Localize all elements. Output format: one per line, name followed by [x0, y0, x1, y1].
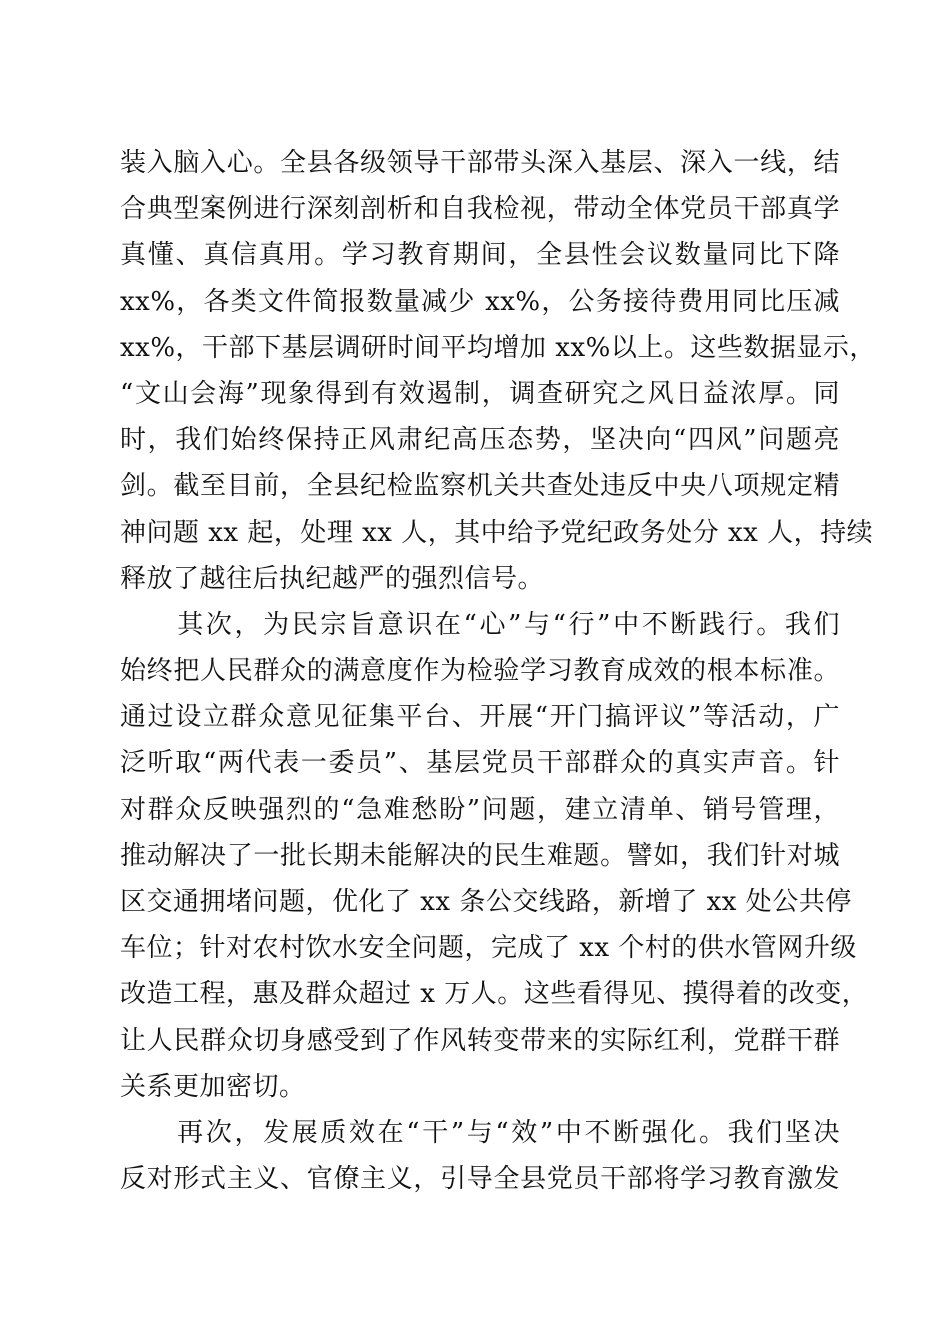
- text-line: 对群众反映强烈的“急难愁盼”问题，建立清单、销号管理，: [120, 794, 840, 825]
- text-line: 区交通拥堵问题，优化了 xx 条公交线路，新增了 xx 处公共停: [120, 887, 852, 917]
- text-line: 其次，为民宗旨意识在“心”与“行”中不断践行。我们: [120, 609, 840, 640]
- text-line: xx%，干部下基层调研时间平均增加 xx%以上。这些数据显示，: [120, 332, 876, 363]
- body-text: [120, 140, 876, 1202]
- text-line: 释放了越往后执纪越严的强烈信号。: [120, 563, 545, 594]
- text-line: 车位；针对农村饮水安全问题，完成了 xx 个村的供水管网升级: [120, 933, 857, 964]
- text-line: 改造工程，惠及群众超过 x 万人。这些看得见、摸得着的改变，: [120, 979, 869, 1010]
- text-line: 装入脑入心。全县各级领导干部带头深入基层、深入一线，结: [120, 148, 840, 178]
- text-line: 让人民群众切身感受到了作风转变带来的实际红利，党群干群: [120, 1025, 840, 1056]
- text-line: 再次，发展质效在“干”与“效”中不断强化。我们坚决: [120, 1117, 840, 1148]
- text-line: xx%，各类文件简报数量减少 xx%，公务接待费用同比压减: [120, 286, 840, 317]
- text-line: 合典型案例进行深刻剖析和自我检视，带动全体党员干部真学: [120, 194, 840, 225]
- text-line: 关系更加密切。: [120, 1071, 306, 1102]
- text-line: 时，我们始终保持正风肃纪高压态势，坚决向“四风”问题亮: [120, 425, 840, 456]
- text-line: 真懂、真信真用。学习教育期间，全县性会议数量同比下降: [120, 240, 840, 271]
- text-line: 泛听取“两代表一委员”、基层党员干部群众的真实声音。针: [120, 748, 840, 779]
- text-line: “文山会海”现象得到有效遏制，调查研究之风日益浓厚。同: [120, 378, 840, 409]
- text-line: 通过设立群众意见征集平台、开展“开门搞评议”等活动，广: [120, 702, 840, 733]
- text-line: 神问题 xx 起，处理 xx 人，其中给予党纪政务处分 xx 人，持续: [120, 517, 874, 548]
- text-line: 反对形式主义、官僚主义，引导全县党员干部将学习教育激发: [120, 1164, 840, 1195]
- text-line: 始终把人民群众的满意度作为检验学习教育成效的根本标准。: [120, 656, 840, 687]
- text-line: 推动解决了一批长期未能解决的民生难题。譬如，我们针对城: [120, 840, 840, 871]
- text-line: 剑。截至目前，全县纪检监察机关共查处违反中央八项规定精: [120, 471, 840, 502]
